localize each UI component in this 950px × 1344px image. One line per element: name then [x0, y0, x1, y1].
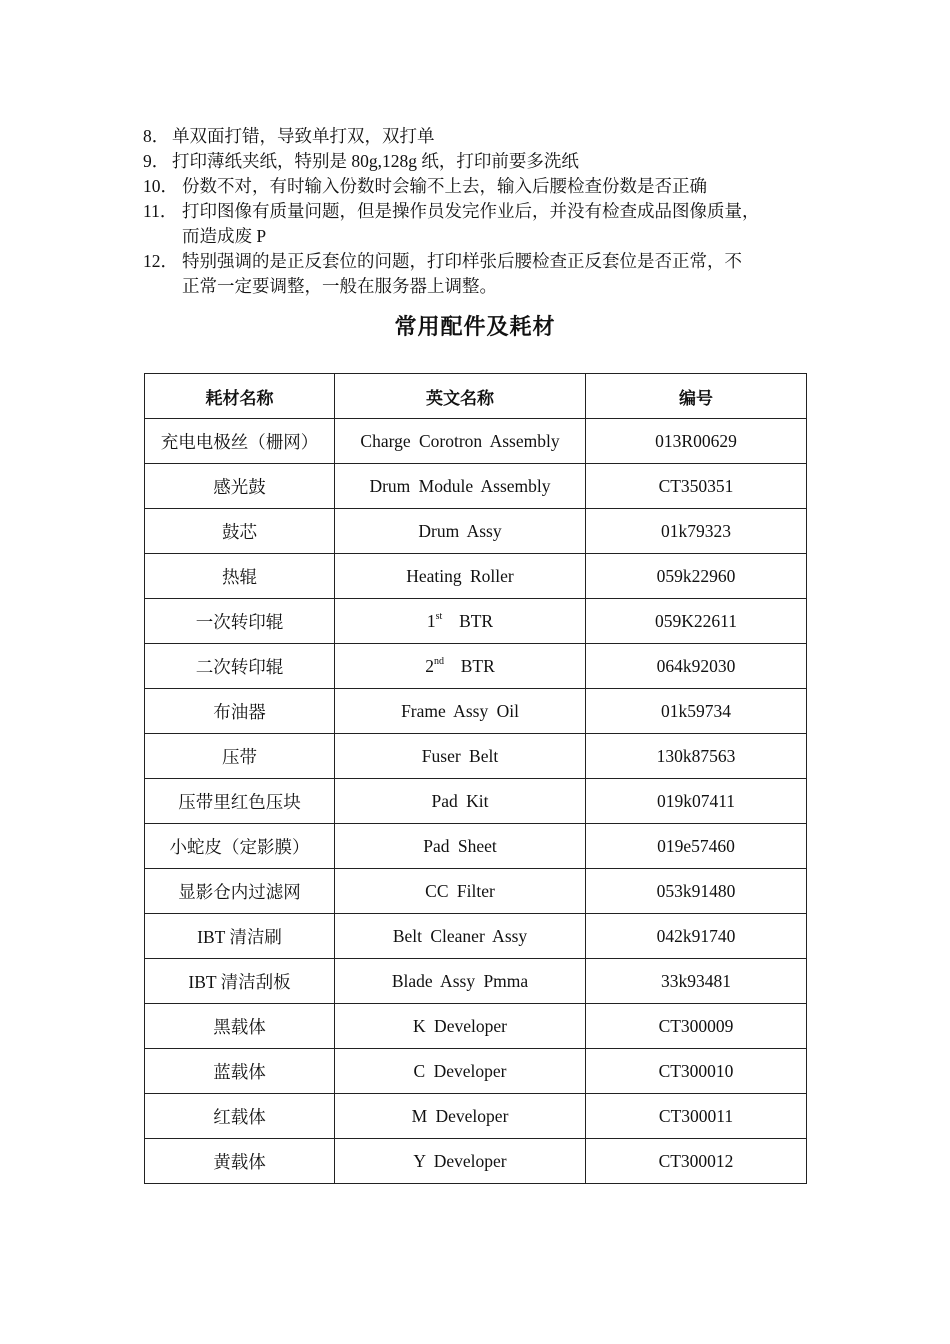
table-header-row	[145, 374, 807, 419]
note-line: 正常一定要调整，一般在服务器上调整。	[182, 276, 497, 296]
cell-cn-name: 充电电极丝（栅网）	[145, 419, 335, 464]
note-text	[182, 174, 833, 199]
en-ordinal-suffix: nd	[433, 655, 444, 667]
cell-cn-name: 红载体	[145, 1094, 335, 1139]
table-row	[145, 464, 807, 509]
note-line: 单双面打错，导致单打双，双打单	[172, 126, 435, 146]
cell-code: CT300010	[586, 1049, 807, 1094]
table-row	[145, 734, 807, 779]
header-cn-name: 耗材名称	[145, 374, 335, 419]
en-ordinal: 2	[425, 655, 434, 676]
header-en-name: 英文名称	[335, 374, 586, 419]
cell-cn-name: 热辊	[145, 554, 335, 599]
table-row	[145, 554, 807, 599]
en-rest: BTR	[460, 655, 495, 676]
note-line: 打印薄纸夹纸，特别是 80g,128g 纸，打印前要多洗纸	[172, 151, 579, 171]
cell-cn-name: IBT 清洁刮板	[145, 959, 335, 1004]
cell-cn-name: 压带里红色压块	[145, 779, 335, 824]
cell-en-name: Drum Module Assembly	[335, 464, 586, 509]
cell-en-name: Pad Kit	[335, 779, 586, 824]
cell-en-name: Drum Assy	[335, 509, 586, 554]
note-text	[172, 124, 833, 149]
table-row	[145, 1139, 807, 1184]
cell-code: 130k87563	[586, 734, 807, 779]
cell-code: 01k59734	[586, 689, 807, 734]
header-code: 编号	[586, 374, 807, 419]
cell-cn-name: 鼓芯	[145, 509, 335, 554]
note-number: 8．	[143, 126, 170, 146]
note-item	[143, 249, 833, 299]
cell-en-name: M Developer	[335, 1094, 586, 1139]
cell-en-name: Pad Sheet	[335, 824, 586, 869]
cell-code: CT300012	[586, 1139, 807, 1184]
notes-list	[143, 124, 833, 299]
note-number: 10．	[143, 176, 178, 196]
note-text	[172, 149, 833, 174]
note-item	[143, 199, 833, 249]
cell-code: CT300011	[586, 1094, 807, 1139]
cell-code: CT300009	[586, 1004, 807, 1049]
table-row	[145, 914, 807, 959]
cell-code: 053k91480	[586, 869, 807, 914]
cell-cn-name: 小蛇皮（定影膜）	[145, 824, 335, 869]
cell-code: 059K22611	[586, 599, 807, 644]
table-row	[145, 1094, 807, 1139]
cell-cn-name: IBT 清洁刷	[145, 914, 335, 959]
cell-code: CT350351	[586, 464, 807, 509]
cell-cn-name: 一次转印辊	[145, 599, 335, 644]
cell-cn-name: 感光鼓	[145, 464, 335, 509]
cell-en-name	[335, 599, 586, 644]
section-title: 常用配件及耗材	[394, 315, 556, 340]
table-row	[145, 644, 807, 689]
cell-en-name: C Developer	[335, 1049, 586, 1094]
cell-en-name: Heating Roller	[335, 554, 586, 599]
cell-cn-name: 蓝载体	[145, 1049, 335, 1094]
en-ordinal-suffix: st	[435, 610, 443, 622]
cell-en-name: Blade Assy Pmma	[335, 959, 586, 1004]
note-line: 份数不对，有时输入份数时会输不上去，输入后腰检查份数是否正确	[182, 176, 707, 196]
note-number: 9．	[143, 151, 170, 171]
note-item	[143, 174, 833, 199]
table-row	[145, 599, 807, 644]
cell-code: 059k22960	[586, 554, 807, 599]
note-text	[182, 249, 833, 299]
table-row	[145, 959, 807, 1004]
cell-code: 01k79323	[586, 509, 807, 554]
note-text	[182, 199, 833, 249]
note-item	[143, 124, 833, 149]
table-row	[145, 509, 807, 554]
cell-code: 064k92030	[586, 644, 807, 689]
table-row	[145, 869, 807, 914]
cell-cn-name: 黄载体	[145, 1139, 335, 1184]
consumables-table	[144, 373, 807, 1184]
en-rest: BTR	[459, 610, 494, 631]
cell-cn-name: 布油器	[145, 689, 335, 734]
table-row	[145, 1004, 807, 1049]
cell-en-name	[335, 644, 586, 689]
note-line: 而造成废 P	[182, 226, 267, 246]
cell-en-name: Belt Cleaner Assy	[335, 914, 586, 959]
cell-cn-name: 显影仓内过滤网	[145, 869, 335, 914]
note-number: 12．	[143, 251, 178, 271]
table-row	[145, 689, 807, 734]
table-row	[145, 779, 807, 824]
cell-cn-name: 二次转印辊	[145, 644, 335, 689]
table-row	[145, 419, 807, 464]
note-line: 打印图像有质量问题，但是操作员发完作业后，并没有检查成品图像质量，	[182, 201, 760, 221]
cell-en-name: K Developer	[335, 1004, 586, 1049]
cell-en-name: Fuser Belt	[335, 734, 586, 779]
note-number: 11．	[143, 201, 178, 221]
cell-code: 042k91740	[586, 914, 807, 959]
table-row	[145, 1049, 807, 1094]
cell-en-name: CC Filter	[335, 869, 586, 914]
en-ordinal: 1	[426, 610, 436, 631]
cell-en-name: Y Developer	[335, 1139, 586, 1184]
cell-code: 013R00629	[586, 419, 807, 464]
cell-cn-name: 压带	[145, 734, 335, 779]
cell-code: 019e57460	[586, 824, 807, 869]
table-row	[145, 824, 807, 869]
cell-en-name: Frame Assy Oil	[335, 689, 586, 734]
cell-cn-name: 黑载体	[145, 1004, 335, 1049]
note-item	[143, 149, 833, 174]
note-line: 特别强调的是正反套位的问题，打印样张后腰检查正反套位是否正常，不	[182, 251, 742, 271]
cell-en-name: Charge Corotron Assembly	[335, 419, 586, 464]
cell-code: 33k93481	[586, 959, 807, 1004]
cell-code: 019k07411	[586, 779, 807, 824]
